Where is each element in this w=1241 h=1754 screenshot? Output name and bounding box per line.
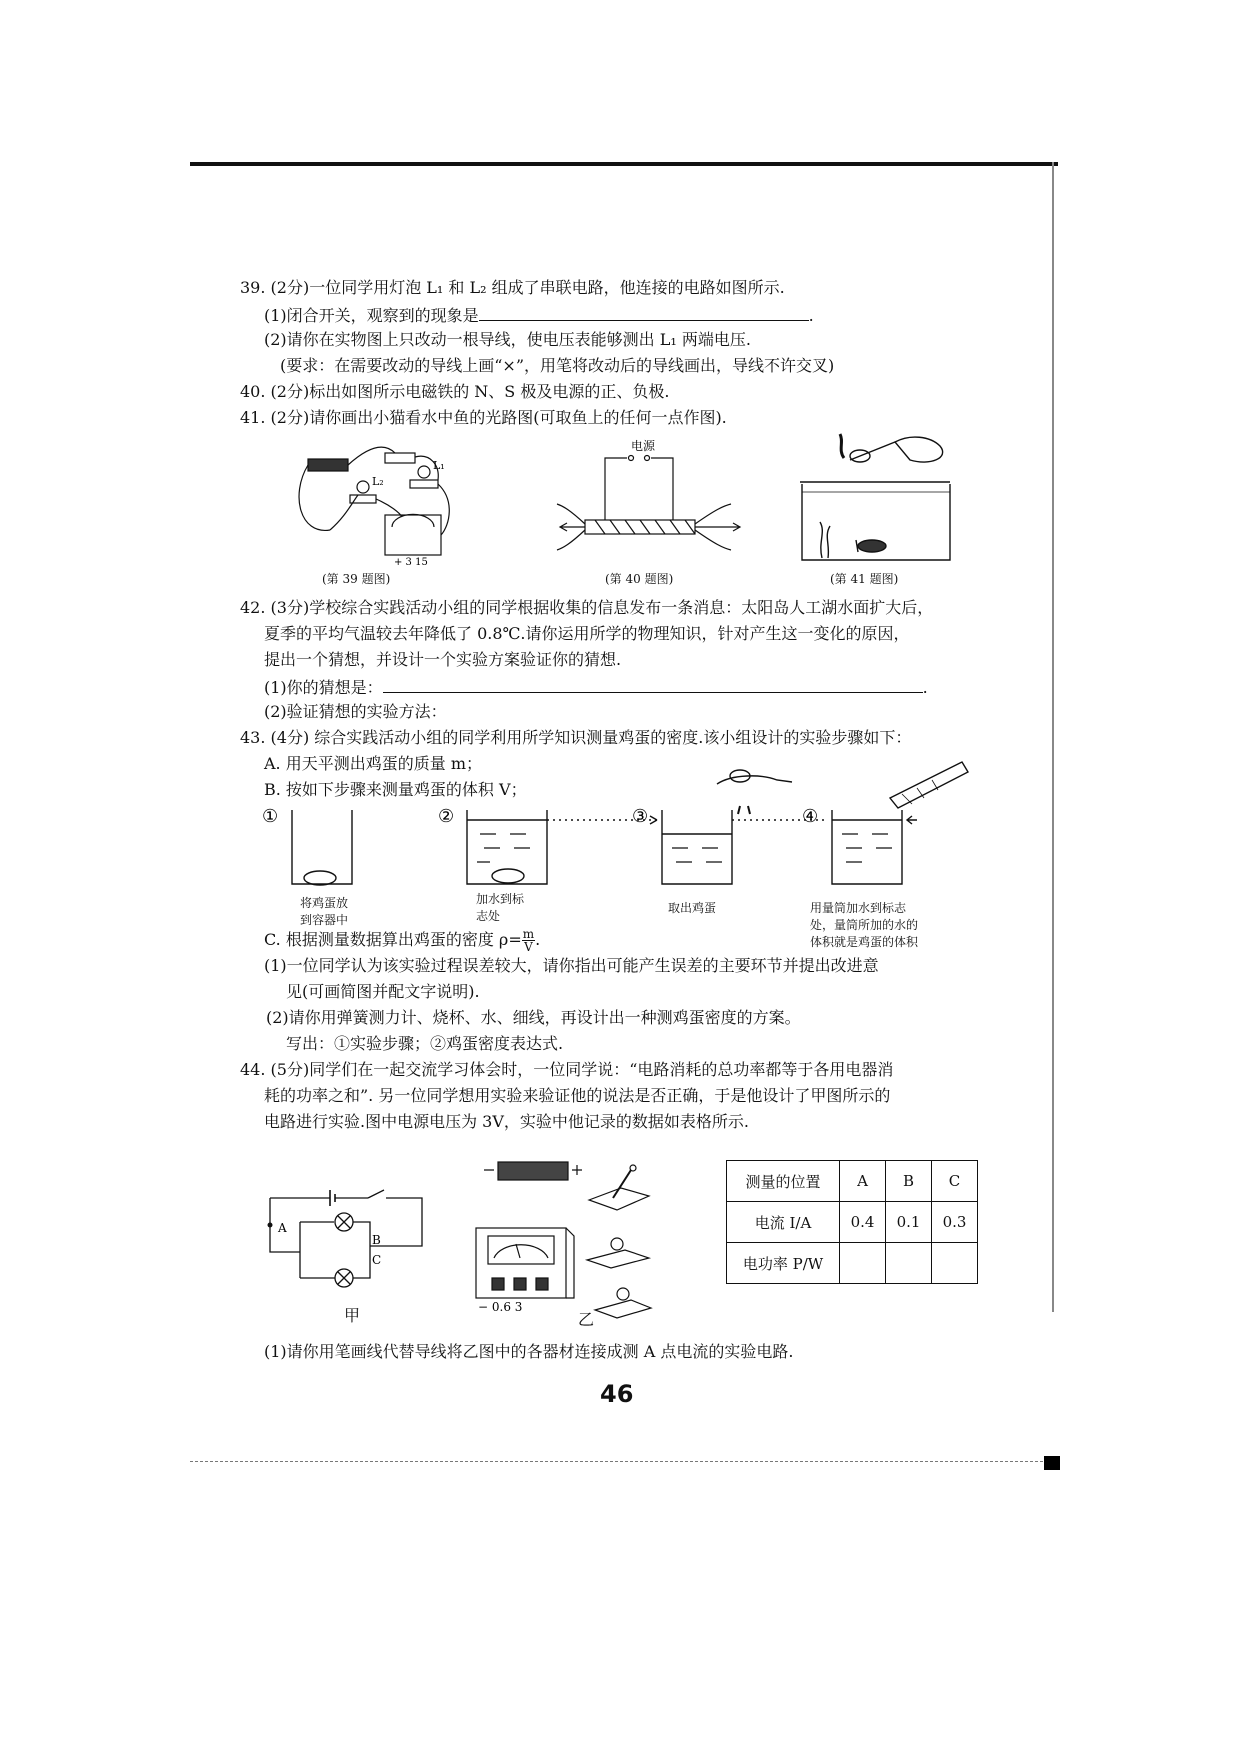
q43-part2-line1: (2)请你用弹簧测力计、烧杯、水、细线，再设计出一种测鸡蛋密度的方案。 <box>266 1008 801 1027</box>
q43-stem: 43. (4分) 综合实践活动小组的同学利用所学知识测量鸡蛋的密度.该小组设计的实验步骤如下： <box>240 728 912 747</box>
beaker-4-caption-line2: 处，量筒所加的水的 <box>810 918 919 932</box>
jia-battery <box>330 1190 335 1206</box>
q43-beaker-figure <box>262 762 972 897</box>
fig39-bulb-l1 <box>410 480 438 488</box>
fig39-switch <box>385 453 415 463</box>
fig40-terminal-left <box>629 456 634 461</box>
q44-circuit-jia <box>270 1188 430 1292</box>
beaker-3-number: ③ <box>632 806 649 827</box>
q44-stem-line1: 44. (5分)同学们在一起交流学习体会时，一位同学说：“电路消耗的总功率都等于各用电器消 <box>240 1060 894 1079</box>
q43-step-a: A. 用天平测出鸡蛋的质量 m； <box>264 754 482 773</box>
fig41-cat <box>895 437 943 462</box>
right-margin-rule <box>1052 162 1054 1312</box>
q39-part2: (2)请你在实物图上只改动一根导线，使电压表能够测出 L₁ 两端电压. <box>264 330 751 349</box>
fig40-terminal-right <box>645 456 650 461</box>
jia-point-b: B <box>372 1233 381 1247</box>
fig39-voltmeter <box>385 515 441 555</box>
top-rule <box>190 162 1058 166</box>
table-cell: 测量的位置 <box>727 1161 840 1202</box>
q44-apparatus-yi-right <box>585 1160 655 1320</box>
table-row <box>727 1202 978 1243</box>
fig41-caption: (第 41 题图) <box>830 572 899 586</box>
table-cell: A <box>840 1161 886 1202</box>
jia-point-a: A <box>278 1221 287 1235</box>
table-cell: 电流 I/A <box>727 1202 840 1243</box>
q40-stem: 40. (2分)标出如图所示电磁铁的 N、S 极及电源的正、负极. <box>240 382 670 401</box>
table-cell-empty[interactable] <box>932 1243 978 1284</box>
q42-answer-blank[interactable] <box>383 676 923 693</box>
q39-part1-text: (1)闭合开关，观察到的现象是 <box>264 306 479 325</box>
q44-stem-line2: 耗的功率之和”. 另一位同学想用实验来验证他的说法是否正确，于是他设计了甲图所示的 <box>264 1086 891 1105</box>
q44-part1: (1)请你用笔画线代替导线将乙图中的各器材连接成测 A 点电流的实验电路. <box>264 1342 794 1361</box>
q43-step-c-end: . <box>535 930 541 949</box>
q42-part1-end: . <box>922 678 928 697</box>
table-cell: 0.1 <box>886 1202 932 1243</box>
q42-part1 <box>264 676 928 698</box>
q41-stem: 41. (2分)请你画出小猫看水中鱼的光路图(可取鱼上的任何一点作图). <box>240 408 727 427</box>
graduated-cylinder <box>890 762 968 808</box>
table-cell-empty[interactable] <box>886 1243 932 1284</box>
beaker-2-caption-line2: 志处 <box>476 909 501 923</box>
beaker-1-caption-line1: 将鸡蛋放 <box>300 896 349 910</box>
fig39-circuit <box>290 435 470 568</box>
beaker-1 <box>292 810 352 884</box>
yi-bulb-1 <box>587 1250 649 1268</box>
q42-part2: (2)验证猜想的实验方法： <box>264 702 447 721</box>
jia-point-c: C <box>372 1253 382 1267</box>
table-cell: 0.3 <box>932 1202 978 1243</box>
hand-with-egg <box>717 776 792 784</box>
fig41-fish <box>858 540 886 552</box>
q43-part2-line2: 写出：①实验步骤；②鸡蛋密度表达式. <box>286 1034 564 1053</box>
beaker-3 <box>662 810 732 884</box>
beaker-4-caption-line3: 体积就是鸡蛋的体积 <box>810 935 919 949</box>
beaker-3-caption: 取出鸡蛋 <box>668 901 717 915</box>
table-row <box>727 1161 978 1202</box>
density-fraction <box>522 928 535 953</box>
q42-stem-line3: 提出一个猜想，并设计一个实验方案验证你的猜想. <box>264 650 622 669</box>
q42-stem-line1: 42. (3分)学校综合实践活动小组的同学根据收集的信息发布一条消息：太阳岛人工湖水面扩大后， <box>240 598 934 617</box>
q39-stem: 39. (2分)一位同学用灯泡 L₁ 和 L₂ 组成了串联电路，他连接的电路如图所示. <box>240 278 785 297</box>
q43-step-c-text: C. 根据测量数据算出鸡蛋的密度 ρ= <box>264 930 522 949</box>
table-row <box>727 1243 978 1284</box>
yi-switch <box>589 1188 649 1210</box>
fig41-fishing-line <box>840 434 844 458</box>
page-number: 46 <box>600 1380 634 1408</box>
jia-switch <box>368 1190 384 1198</box>
density-denominator: V <box>524 940 533 954</box>
q44-stem-line3: 电路进行实验.图中电源电压为 3V，实验中他记录的数据如表格所示. <box>264 1112 749 1131</box>
beaker-2 <box>467 810 547 884</box>
q42-stem-line2: 夏季的平均气温较去年降低了 0.8℃.请你运用所学的物理知识，针对产生这一变化的原因， <box>264 624 910 643</box>
table-cell: C <box>932 1161 978 1202</box>
q39-answer-blank[interactable] <box>479 304 809 321</box>
q39-part2-note: (要求：在需要改动的导线上画“×”，用笔将改动后的导线画出，导线不许交叉) <box>280 356 835 375</box>
beaker-4-number: ④ <box>802 806 819 827</box>
fig41-weed <box>820 522 830 558</box>
bottom-rule <box>190 1461 1048 1462</box>
beaker-1-number: ① <box>262 806 279 827</box>
fig39-meter-terminals: + 3 15 <box>394 557 428 568</box>
beaker-4-caption-line1: 用量筒加水到标志 <box>810 901 907 915</box>
beaker-2-number: ② <box>438 806 455 827</box>
q44-data-table <box>726 1160 978 1284</box>
q43-step-b: B. 按如下步骤来测量鸡蛋的体积 V； <box>264 780 527 799</box>
label-jia: 甲 <box>344 1306 361 1325</box>
fig40-caption: (第 40 题图) <box>605 572 674 586</box>
fig40-electromagnet <box>555 440 755 570</box>
fig39-label-l1: L₁ <box>433 459 445 472</box>
fig39-battery <box>308 459 348 471</box>
beaker-4 <box>832 810 902 884</box>
beaker-2-caption-line1: 加水到标 <box>476 892 525 906</box>
yi-battery <box>498 1162 568 1180</box>
fig41-cat-fishtank <box>800 432 975 564</box>
q42-part1-text: (1)你的猜想是： <box>264 678 383 697</box>
fig39-label-l2: L₂ <box>372 475 384 488</box>
beaker-1-caption-line2: 到容器中 <box>300 913 349 927</box>
corner-mark <box>1044 1456 1060 1470</box>
table-cell-empty[interactable] <box>840 1243 886 1284</box>
table-cell: 电功率 P/W <box>727 1243 840 1284</box>
q39-part1 <box>264 304 814 326</box>
q43-step-c <box>264 928 540 953</box>
yi-ammeter-terminals: − 0.6 3 <box>478 1300 523 1314</box>
fig39-caption: (第 39 题图) <box>322 572 391 586</box>
q39-part1-end: . <box>808 306 814 325</box>
label-yi: 乙 <box>578 1310 595 1329</box>
table-cell: B <box>886 1161 932 1202</box>
q43-part1-line2: 见(可画简图并配文字说明). <box>286 982 480 1001</box>
beaker-1-egg <box>304 871 336 885</box>
fig39-wire <box>348 447 395 465</box>
density-numerator: m <box>522 927 535 941</box>
q43-part1-line1: (1)一位同学认为该实验过程误差较大，请你指出可能产生误差的主要环节并提出改进意 <box>264 956 879 975</box>
fig40-power-label: 电源 <box>631 439 656 453</box>
table-cell: 0.4 <box>840 1202 886 1243</box>
yi-bulb-2 <box>595 1300 651 1318</box>
beaker-2-egg <box>492 869 524 883</box>
